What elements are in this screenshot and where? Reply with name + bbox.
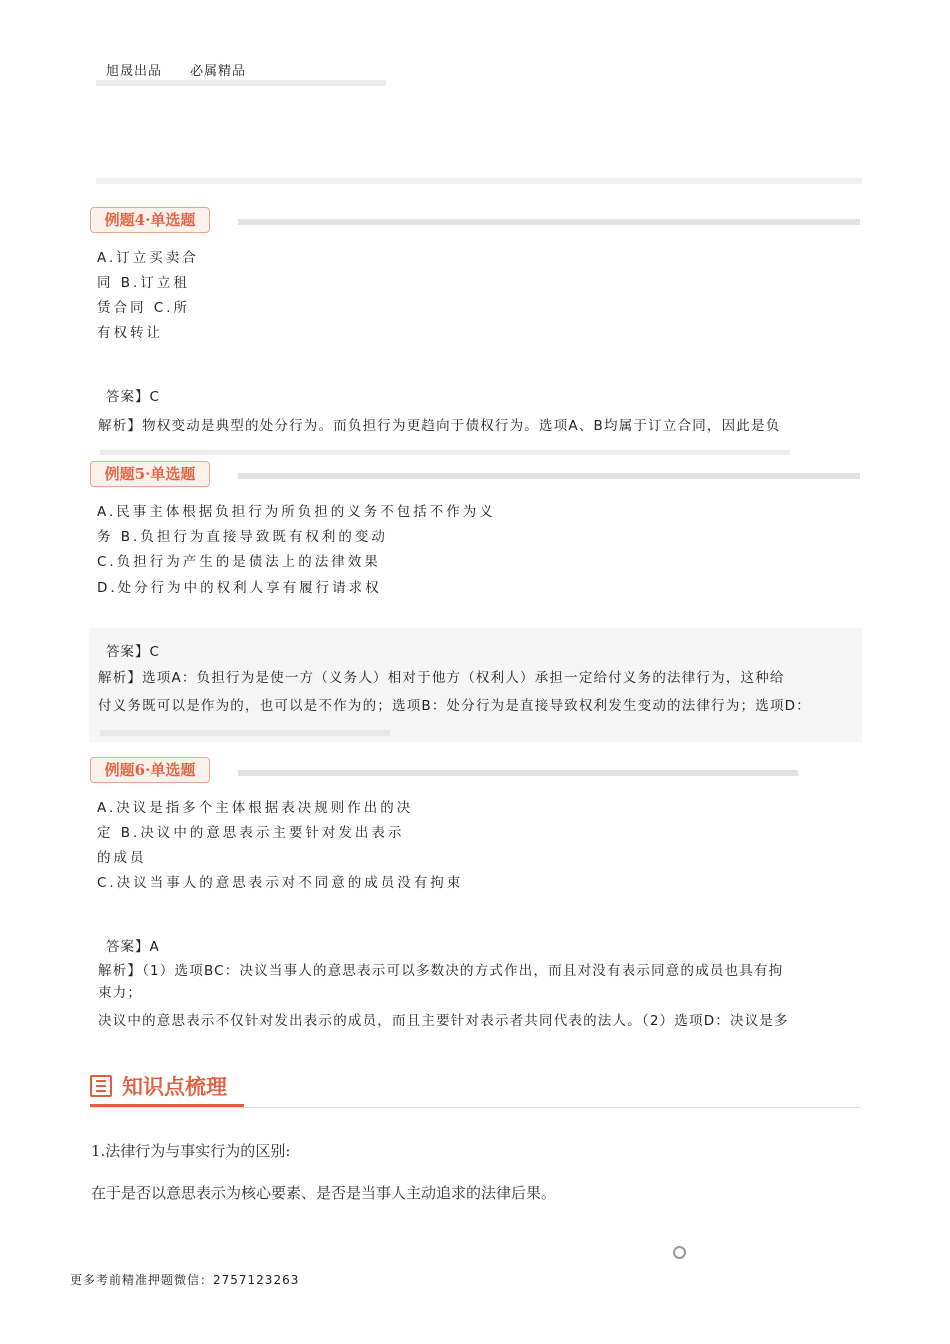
example-tag: 例题6·单选题 — [90, 757, 210, 783]
option-line: C.负担行为产生的是债法上的法律效果 — [97, 554, 381, 570]
analysis-text: 付义务既可以是作为的，也可以是不作为的；选项B：处分行为是直接导致权利发生变动的法律行为；选项D： — [98, 698, 811, 714]
example-tag: 例题5·单选题 — [90, 461, 210, 487]
circle-mark-icon — [673, 1246, 686, 1259]
answer-text: 答案】C — [106, 644, 160, 660]
option-line: 有权转让 — [97, 325, 163, 341]
option-line: A.民事主体根据负担行为所负担的义务不包括不作为义 — [97, 504, 496, 520]
example-tag: 例题4·单选题 — [90, 207, 210, 233]
analysis-text: 束力； — [98, 985, 143, 1001]
page-header — [106, 60, 246, 79]
option-line: 务 B.负担行为直接导致既有权利的变动 — [97, 529, 388, 545]
knowledge-point-title: 1.法律行为与事实行为的区别: — [91, 1142, 291, 1160]
analysis-text: 决议中的意思表示不仅针对发出表示的成员，而且主要针对表示者共同代表的法人。（2）选项D：决议是多 — [98, 1013, 789, 1029]
cropped-question-line — [238, 770, 798, 776]
option-line: C.决议当事人的意思表示对不同意的成员没有拘束 — [97, 875, 464, 891]
option-line: 同 B.订立租 — [97, 275, 190, 291]
cropped-text-line — [100, 730, 390, 736]
option-line: A.订立买卖合 — [97, 250, 199, 266]
footer-contact: 更多考前精准押题微信：2757123263 — [70, 1273, 300, 1287]
list-icon — [90, 1075, 112, 1097]
knowledge-point-body: 在于是否以意思表示为核心要素、是否是当事人主动追求的法律后果。 — [91, 1184, 557, 1202]
cropped-text-line — [100, 450, 790, 455]
answer-text: 答案】A — [106, 939, 160, 955]
section-heading — [90, 1071, 227, 1101]
section-title-text: 知识点梳理 — [122, 1074, 227, 1099]
analysis-text: 解析】物权变动是典型的处分行为。而负担行为更趋向于债权行为。选项A、B均属于订立合同，因此是负 — [98, 418, 781, 434]
option-line: D.处分行为中的权利人享有履行请求权 — [97, 580, 382, 596]
answer-text: 答案】C — [106, 389, 160, 405]
cropped-question-line — [238, 473, 860, 479]
header-left-text: 旭晟出品 — [106, 64, 163, 79]
cropped-question-line — [238, 219, 860, 225]
analysis-text: 解析】（1）选项BC：决议当事人的意思表示可以多数决的方式作出，而且对没有表示同意的成员也具有拘 — [98, 963, 784, 979]
header-right-text: 必属精品 — [190, 64, 247, 79]
cropped-text-line — [96, 178, 862, 184]
option-line: A.决议是指多个主体根据表决规则作出的决 — [97, 800, 414, 816]
analysis-text: 解析】选项A：负担行为是使一方（义务人）相对于他方（权利人）承担一定给付义务的法律行为，这种给 — [98, 670, 785, 686]
option-line: 的成员 — [97, 850, 147, 866]
section-divider — [90, 1107, 860, 1108]
cropped-text-line — [96, 80, 386, 86]
option-line: 定 B.决议中的意思表示主要针对发出表示 — [97, 825, 405, 841]
option-line: 赁合同 C.所 — [97, 300, 191, 316]
